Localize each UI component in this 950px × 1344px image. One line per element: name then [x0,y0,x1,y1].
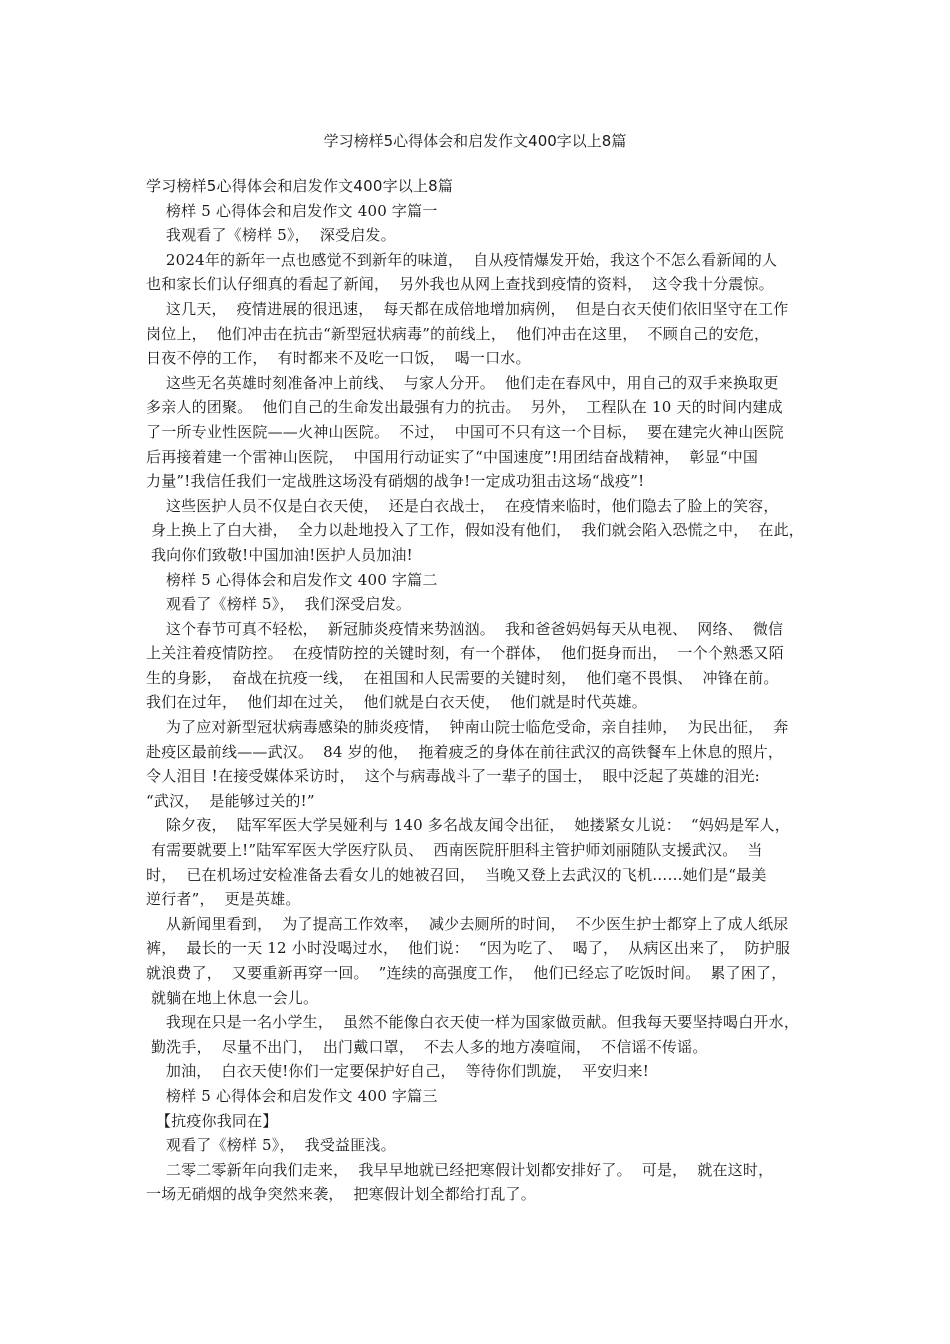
text-line: 我们在过年， 他们却在过关， 他们就是白衣天使， 他们就是时代英雄。 [146,693,648,712]
text-line: 榜样 5 心得体会和启发作文 400 字篇一 [146,201,438,220]
text-line: 身上换上了白大褂， 全力以赴地投入了工作，假如没有他们， 我们就会陷入恐慌之中， 在此， [146,521,804,540]
text-line: 裤， 最长的一天 12 小时没喝过水， 他们说： “因为吃了、 喝了， 从病区出来了， 防护服 [146,939,791,958]
text-line: 这几天， 疫情进展的很迅速， 每天都在成倍地增加病例， 但是白衣天使们依旧坚守在工作 [146,299,789,318]
text-line: 就躺在地上休息一会儿。 [146,988,319,1007]
text-line: 多亲人的团聚。 他们自己的生命发出最强有力的抗击。 另外， 工程队在 10 天的时间内建成 [146,398,783,417]
text-line: 勤洗手， 尽量不出门， 出门戴口罩， 不去人多的地方凑喧闹， 不信谣不传谣。 [146,1037,708,1056]
text-line: 生的身影， 奋战在抗疫一线， 在祖国和人民需要的关键时刻， 他们毫不畏惧、 冲锋在前。 [146,668,779,687]
text-line: 观看了《榜样 5》， 我们深受启发。 [146,595,412,614]
text-line: 上关注着疫情防控。 在疫情防控的关键时刻，有一个群体， 他们挺身而出， 一个个熟悉又陌 [146,644,784,663]
text-line: 这些无名英雄时刻准备冲上前线、 与家人分开。 他们走在春风中，用自己的双手来换取更 [146,373,779,392]
text-line: 日夜不停的工作， 有时都来不及吃一口饭， 喝一口水。 [146,349,531,368]
document-title: 学习榜样5心得体会和启发作文400字以上8篇 [323,132,627,150]
text-line: 【抗疫你我同在】 [146,1111,278,1130]
text-line: 一场无硝烟的战争突然来袭， 把寒假计划全都给打乱了。 [146,1185,536,1204]
text-line: 有需要就要上!”陆军军医大学医疗队员、 西南医院肝胆科主管护师刘丽随队支援武汉。 当 [146,841,763,860]
text-line: 我观看了《榜样 5》， 深受启发。 [146,226,396,245]
text-line: 为了应对新型冠状病毒感染的肺炎疫情， 钟南山院士临危受命，亲自挂帅， 为民出征， 奔 [146,718,789,737]
text-line: 了一所专业性医院——火神山医院。 不过， 中国可不只有这一个目标， 要在建完火神山医院 [146,422,784,441]
text-line: 榜样 5 心得体会和启发作文 400 字篇二 [146,570,438,589]
text-line: 二零二零新年向我们走来， 我早早地就已经把寒假计划都安排好了。 可是， 就在这时， [146,1160,774,1179]
text-line: 从新闻里看到， 为了提高工作效率， 减少去厕所的时间， 不少医生护士都穿上了成人纸尿 [146,914,789,933]
text-line: 这些医护人员不仅是白衣天使， 还是白衣战士， 在疫情来临时，他们隐去了脸上的笑容， [146,496,779,515]
text-line: 赴疫区最前线——武汉。 84 岁的他， 拖着疲乏的身体在前往武汉的高铁餐车上休息的照片， [146,742,784,761]
text-line: 我向你们致敬!中国加油!医护人员加油! [146,545,413,564]
text-line: “武汉， 是能够过关的!” [146,791,315,810]
text-line: 也和家长们认仔细真的看起了新闻， 另外我也从网上查找到疫情的资料， 这令我十分震惊。 [146,275,774,294]
text-line: 加油， 白衣天使!你们一定要保护好自己， 等待你们凯旋， 平安归来! [146,1062,649,1081]
text-line: 岗位上， 他们冲击在抗击“新型冠状病毒”的前线上， 他们冲击在这里， 不顾自己的安危， [146,324,770,343]
text-line: 这个春节可真不轻松， 新冠肺炎疫情来势汹汹。 我和爸爸妈妈每天从电视、 网络、 微信 [146,619,784,638]
text-line: 榜样 5 心得体会和启发作文 400 字篇三 [146,1086,438,1105]
text-line: 除夕夜， 陆军军医大学吴娅利与 140 多名战友闻令出征， 她搂紧女儿说： “妈妈是军人， [146,816,790,835]
document-heading: 学习榜样5心得体会和启发作文400字以上8篇 [146,177,454,195]
text-line: 时， 已在机场过安检准备去看女儿的她被召回， 当晚又登上去武汉的飞机……她们是“最美 [146,865,767,884]
document-body [146,174,826,1207]
text-line: 逆行者”， 更是英雄。 [146,890,301,909]
text-line: 力量”!我信任我们一定战胜这场没有硝烟的战争!一定成功狙击这场“战疫”! [146,472,645,491]
text-line: 2024年的新年一点也感觉不到新年的味道， 自从疫情爆发开始，我这个不怎么看新闻的人 [146,250,778,269]
text-line: 后再接着建一个雷神山医院， 中国用行动证实了“中国速度”!用团结奋战精神， 彰显“中国 [146,447,759,466]
text-line: 观看了《榜样 5》， 我受益匪浅。 [146,1136,396,1155]
text-line: 就浪费了， 又要重新再穿一回。 ”连续的高强度工作， 他们已经忘了吃饭时间。 累了困了， [146,964,787,982]
text-line: 我现在只是一名小学生， 虽然不能像白衣天使一样为国家做贡献。但我每天要坚持喝白开水， [146,1013,800,1032]
text-line: 令人泪目 !在接受媒体采访时， 这个与病毒战斗了一辈子的国士， 眼中泛起了英雄的泪光: [146,767,760,786]
